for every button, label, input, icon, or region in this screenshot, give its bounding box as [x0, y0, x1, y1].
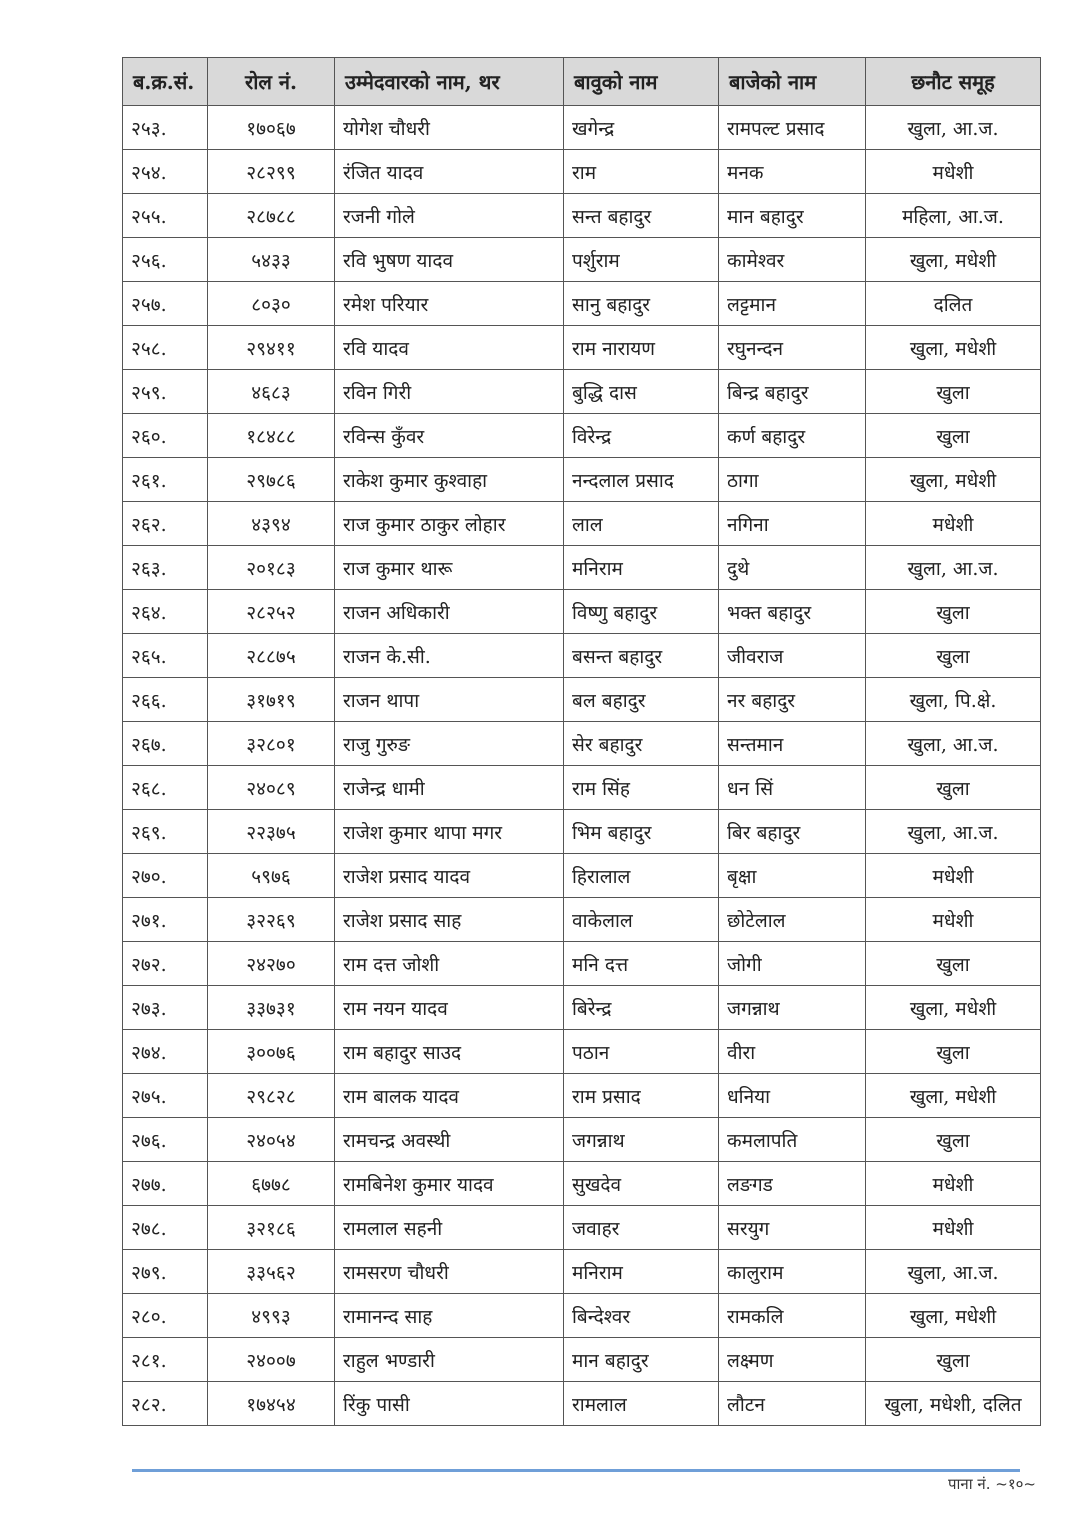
candidate-name-cell: रामसरण चौधरी: [335, 1250, 564, 1294]
roll-cell: २४०८९: [208, 766, 335, 810]
grandfather-name-cell: नगिना: [719, 502, 866, 546]
serial-cell: २८२.: [123, 1382, 208, 1426]
roll-cell: ३२१८६: [208, 1206, 335, 1250]
roll-cell: ८०३०: [208, 282, 335, 326]
grandfather-name-cell: लौटन: [719, 1382, 866, 1426]
father-name-cell: जगन्नाथ: [564, 1118, 719, 1162]
selection-group-cell: दलित: [866, 282, 1041, 326]
father-name-cell: राम नारायण: [564, 326, 719, 370]
table-row: [123, 766, 1041, 810]
table-row: [123, 502, 1041, 546]
father-name-cell: राम प्रसाद: [564, 1074, 719, 1118]
serial-cell: २८१.: [123, 1338, 208, 1382]
roll-cell: ३००७६: [208, 1030, 335, 1074]
selection-group-cell: खुला: [866, 942, 1041, 986]
table-row: [123, 1162, 1041, 1206]
father-name-cell: लाल: [564, 502, 719, 546]
serial-cell: २५७.: [123, 282, 208, 326]
selection-group-cell: मधेशी: [866, 898, 1041, 942]
candidate-name-cell: राकेश कुमार कुश्वाहा: [335, 458, 564, 502]
selection-group-cell: महिला, आ.ज.: [866, 194, 1041, 238]
grandfather-name-cell: धन सिं: [719, 766, 866, 810]
candidate-name-cell: रवि यादव: [335, 326, 564, 370]
selection-group-cell: मधेशी: [866, 854, 1041, 898]
table-row: [123, 1074, 1041, 1118]
roll-cell: २८७८८: [208, 194, 335, 238]
father-name-cell: विष्णु बहादुर: [564, 590, 719, 634]
father-name-cell: बिरेन्द्र: [564, 986, 719, 1030]
selection-group-cell: मधेशी: [866, 1206, 1041, 1250]
grandfather-name-cell: लट्टमान: [719, 282, 866, 326]
header-serial: ब.क्र.सं.: [123, 58, 208, 106]
candidate-name-cell: रिंकु पासी: [335, 1382, 564, 1426]
serial-cell: २६२.: [123, 502, 208, 546]
serial-cell: २७९.: [123, 1250, 208, 1294]
roll-cell: २९४११: [208, 326, 335, 370]
grandfather-name-cell: सन्तमान: [719, 722, 866, 766]
roll-cell: ३३७३१: [208, 986, 335, 1030]
father-name-cell: सुखदेव: [564, 1162, 719, 1206]
page-number: पाना नं. ~१०~: [948, 1475, 1036, 1493]
candidate-name-cell: रामानन्द साह: [335, 1294, 564, 1338]
candidate-name-cell: योगेश चौधरी: [335, 106, 564, 150]
table-row: [123, 370, 1041, 414]
selection-group-cell: मधेशी: [866, 502, 1041, 546]
candidate-name-cell: राम बहादुर साउद: [335, 1030, 564, 1074]
table-row: [123, 238, 1041, 282]
candidate-name-cell: राजेन्द्र धामी: [335, 766, 564, 810]
table-row: [123, 546, 1041, 590]
father-name-cell: भिम बहादुर: [564, 810, 719, 854]
selection-group-cell: खुला, आ.ज.: [866, 810, 1041, 854]
candidate-name-cell: राज कुमार थारू: [335, 546, 564, 590]
roll-cell: २४००७: [208, 1338, 335, 1382]
grandfather-name-cell: नर बहादुर: [719, 678, 866, 722]
serial-cell: २८०.: [123, 1294, 208, 1338]
grandfather-name-cell: सरयुग: [719, 1206, 866, 1250]
roll-cell: २९८२८: [208, 1074, 335, 1118]
serial-cell: २५९.: [123, 370, 208, 414]
father-name-cell: सन्त बहादुर: [564, 194, 719, 238]
selection-group-cell: खुला, मधेशी: [866, 458, 1041, 502]
roll-cell: ४३९४: [208, 502, 335, 546]
candidate-name-cell: राम बालक यादव: [335, 1074, 564, 1118]
father-name-cell: पर्शुराम: [564, 238, 719, 282]
table-row: [123, 282, 1041, 326]
grandfather-name-cell: ठागा: [719, 458, 866, 502]
serial-cell: २६६.: [123, 678, 208, 722]
selection-group-cell: खुला: [866, 1118, 1041, 1162]
father-name-cell: राम: [564, 150, 719, 194]
selection-group-cell: खुला, मधेशी: [866, 326, 1041, 370]
candidate-name-cell: राजेश प्रसाद यादव: [335, 854, 564, 898]
grandfather-name-cell: बिर बहादुर: [719, 810, 866, 854]
table-row: [123, 458, 1041, 502]
father-name-cell: मान बहादुर: [564, 1338, 719, 1382]
roll-cell: २८२५२: [208, 590, 335, 634]
candidate-name-cell: राजन के.सी.: [335, 634, 564, 678]
grandfather-name-cell: कालुराम: [719, 1250, 866, 1294]
serial-cell: २७२.: [123, 942, 208, 986]
table-row: [123, 678, 1041, 722]
father-name-cell: बुद्धि दास: [564, 370, 719, 414]
father-name-cell: बिन्देश्वर: [564, 1294, 719, 1338]
table-row: [123, 1382, 1041, 1426]
table-row: [123, 1118, 1041, 1162]
table-row: [123, 1030, 1041, 1074]
grandfather-name-cell: भक्त बहादुर: [719, 590, 866, 634]
roll-cell: २४२७०: [208, 942, 335, 986]
candidate-name-cell: राजु गुरुङ: [335, 722, 564, 766]
grandfather-name-cell: जोगी: [719, 942, 866, 986]
roll-cell: २२३७५: [208, 810, 335, 854]
table-row: [123, 194, 1041, 238]
candidate-name-cell: रामलाल सहनी: [335, 1206, 564, 1250]
grandfather-name-cell: जगन्नाथ: [719, 986, 866, 1030]
selection-group-cell: खुला, मधेशी: [866, 1294, 1041, 1338]
selection-group-cell: खुला, आ.ज.: [866, 722, 1041, 766]
table-row: [123, 942, 1041, 986]
selection-group-cell: खुला: [866, 1030, 1041, 1074]
serial-cell: २६८.: [123, 766, 208, 810]
serial-cell: २७०.: [123, 854, 208, 898]
selection-group-cell: खुला: [866, 634, 1041, 678]
serial-cell: २६१.: [123, 458, 208, 502]
roll-cell: १७४५४: [208, 1382, 335, 1426]
table-header-row: [123, 58, 1041, 106]
roll-cell: ३३५६२: [208, 1250, 335, 1294]
serial-cell: २५३.: [123, 106, 208, 150]
roll-cell: ३१७१९: [208, 678, 335, 722]
father-name-cell: बसन्त बहादुर: [564, 634, 719, 678]
candidate-name-cell: राहुल भण्डारी: [335, 1338, 564, 1382]
grandfather-name-cell: छोटेलाल: [719, 898, 866, 942]
table-row: [123, 1294, 1041, 1338]
selection-group-cell: खुला: [866, 414, 1041, 458]
serial-cell: २६७.: [123, 722, 208, 766]
father-name-cell: मनिराम: [564, 546, 719, 590]
table-row: [123, 1250, 1041, 1294]
selection-group-cell: खुला: [866, 370, 1041, 414]
selection-group-cell: खुला: [866, 1338, 1041, 1382]
grandfather-name-cell: बृक्षा: [719, 854, 866, 898]
roll-cell: २८८७५: [208, 634, 335, 678]
table-row: [123, 854, 1041, 898]
father-name-cell: सानु बहादुर: [564, 282, 719, 326]
selection-group-cell: खुला, आ.ज.: [866, 106, 1041, 150]
table-row: [123, 326, 1041, 370]
candidate-name-cell: रविन्स कुँवर: [335, 414, 564, 458]
roll-cell: ३२२६९: [208, 898, 335, 942]
serial-cell: २७४.: [123, 1030, 208, 1074]
roll-cell: ६७७८: [208, 1162, 335, 1206]
grandfather-name-cell: रघुनन्दन: [719, 326, 866, 370]
roll-cell: २८२९९: [208, 150, 335, 194]
candidate-name-cell: रविन गिरी: [335, 370, 564, 414]
serial-cell: २७७.: [123, 1162, 208, 1206]
footer-rule: [132, 1469, 1020, 1472]
candidate-name-cell: रजनी गोले: [335, 194, 564, 238]
serial-cell: २७६.: [123, 1118, 208, 1162]
grandfather-name-cell: रामकलि: [719, 1294, 866, 1338]
candidate-name-cell: रवि भुषण यादव: [335, 238, 564, 282]
header-candidate-name: उम्मेदवारको नाम, थर: [335, 58, 564, 106]
serial-cell: २५८.: [123, 326, 208, 370]
father-name-cell: पठान: [564, 1030, 719, 1074]
father-name-cell: मनि दत्त: [564, 942, 719, 986]
roll-cell: २९७८६: [208, 458, 335, 502]
header-father-name: बावुको नाम: [564, 58, 719, 106]
serial-cell: २६०.: [123, 414, 208, 458]
grandfather-name-cell: कर्ण बहादुर: [719, 414, 866, 458]
candidate-name-cell: राजेश कुमार थापा मगर: [335, 810, 564, 854]
roll-cell: ५९७६: [208, 854, 335, 898]
candidate-name-cell: रमेश परियार: [335, 282, 564, 326]
candidate-name-cell: रामचन्द्र अवस्थी: [335, 1118, 564, 1162]
father-name-cell: रामलाल: [564, 1382, 719, 1426]
grandfather-name-cell: दुथे: [719, 546, 866, 590]
candidate-name-cell: राम दत्त जोशी: [335, 942, 564, 986]
serial-cell: २६४.: [123, 590, 208, 634]
table-row: [123, 986, 1041, 1030]
table-row: [123, 898, 1041, 942]
grandfather-name-cell: मनक: [719, 150, 866, 194]
serial-cell: २७५.: [123, 1074, 208, 1118]
selection-group-cell: खुला, पि.क्षे.: [866, 678, 1041, 722]
father-name-cell: नन्दलाल प्रसाद: [564, 458, 719, 502]
table-row: [123, 810, 1041, 854]
serial-cell: २५४.: [123, 150, 208, 194]
selection-group-cell: खुला, मधेशी: [866, 238, 1041, 282]
father-name-cell: सेर बहादुर: [564, 722, 719, 766]
roll-cell: ४६८३: [208, 370, 335, 414]
candidate-name-cell: राजन अधिकारी: [335, 590, 564, 634]
table-row: [123, 722, 1041, 766]
selection-group-cell: मधेशी: [866, 1162, 1041, 1206]
candidate-name-cell: रामबिनेश कुमार यादव: [335, 1162, 564, 1206]
father-name-cell: जवाहर: [564, 1206, 719, 1250]
grandfather-name-cell: रामपल्ट प्रसाद: [719, 106, 866, 150]
candidate-name-cell: राज कुमार ठाकुर लोहार: [335, 502, 564, 546]
selection-group-cell: खुला: [866, 590, 1041, 634]
table-row: [123, 590, 1041, 634]
table-row: [123, 634, 1041, 678]
candidate-name-cell: राजन थापा: [335, 678, 564, 722]
selection-group-cell: खुला, मधेशी, दलित: [866, 1382, 1041, 1426]
candidate-name-cell: राजेश प्रसाद साह: [335, 898, 564, 942]
grandfather-name-cell: कामेश्वर: [719, 238, 866, 282]
father-name-cell: मनिराम: [564, 1250, 719, 1294]
father-name-cell: वाकेलाल: [564, 898, 719, 942]
serial-cell: २७१.: [123, 898, 208, 942]
selection-group-cell: मधेशी: [866, 150, 1041, 194]
selection-group-cell: खुला, आ.ज.: [866, 546, 1041, 590]
candidate-name-cell: राम नयन यादव: [335, 986, 564, 1030]
grandfather-name-cell: जीवराज: [719, 634, 866, 678]
selection-group-cell: खुला: [866, 766, 1041, 810]
father-name-cell: राम सिंह: [564, 766, 719, 810]
grandfather-name-cell: लक्ष्मण: [719, 1338, 866, 1382]
serial-cell: २७८.: [123, 1206, 208, 1250]
grandfather-name-cell: मान बहादुर: [719, 194, 866, 238]
roll-cell: १७०६७: [208, 106, 335, 150]
grandfather-name-cell: वीरा: [719, 1030, 866, 1074]
header-roll: रोल नं.: [208, 58, 335, 106]
serial-cell: २६५.: [123, 634, 208, 678]
serial-cell: २६३.: [123, 546, 208, 590]
header-selection-group: छनौट समूह: [866, 58, 1041, 106]
serial-cell: २५५.: [123, 194, 208, 238]
table-row: [123, 1206, 1041, 1250]
table-row: [123, 150, 1041, 194]
grandfather-name-cell: बिन्द्र बहादुर: [719, 370, 866, 414]
grandfather-name-cell: कमलापति: [719, 1118, 866, 1162]
candidate-name-cell: रंजित यादव: [335, 150, 564, 194]
selection-group-cell: खुला, आ.ज.: [866, 1250, 1041, 1294]
selection-group-cell: खुला, मधेशी: [866, 986, 1041, 1030]
father-name-cell: हिरालाल: [564, 854, 719, 898]
candidate-table: [122, 57, 1041, 1426]
father-name-cell: बल बहादुर: [564, 678, 719, 722]
table-row: [123, 106, 1041, 150]
roll-cell: ४९९३: [208, 1294, 335, 1338]
header-grandfather-name: बाजेको नाम: [719, 58, 866, 106]
roll-cell: ५४३३: [208, 238, 335, 282]
table-row: [123, 1338, 1041, 1382]
table-row: [123, 414, 1041, 458]
roll-cell: २४०५४: [208, 1118, 335, 1162]
roll-cell: २०१८३: [208, 546, 335, 590]
grandfather-name-cell: धनिया: [719, 1074, 866, 1118]
father-name-cell: विरेन्द्र: [564, 414, 719, 458]
grandfather-name-cell: लङगड: [719, 1162, 866, 1206]
serial-cell: २६९.: [123, 810, 208, 854]
father-name-cell: खगेन्द्र: [564, 106, 719, 150]
roll-cell: १८४८८: [208, 414, 335, 458]
serial-cell: २५६.: [123, 238, 208, 282]
selection-group-cell: खुला, मधेशी: [866, 1074, 1041, 1118]
roll-cell: ३२८०१: [208, 722, 335, 766]
serial-cell: २७३.: [123, 986, 208, 1030]
